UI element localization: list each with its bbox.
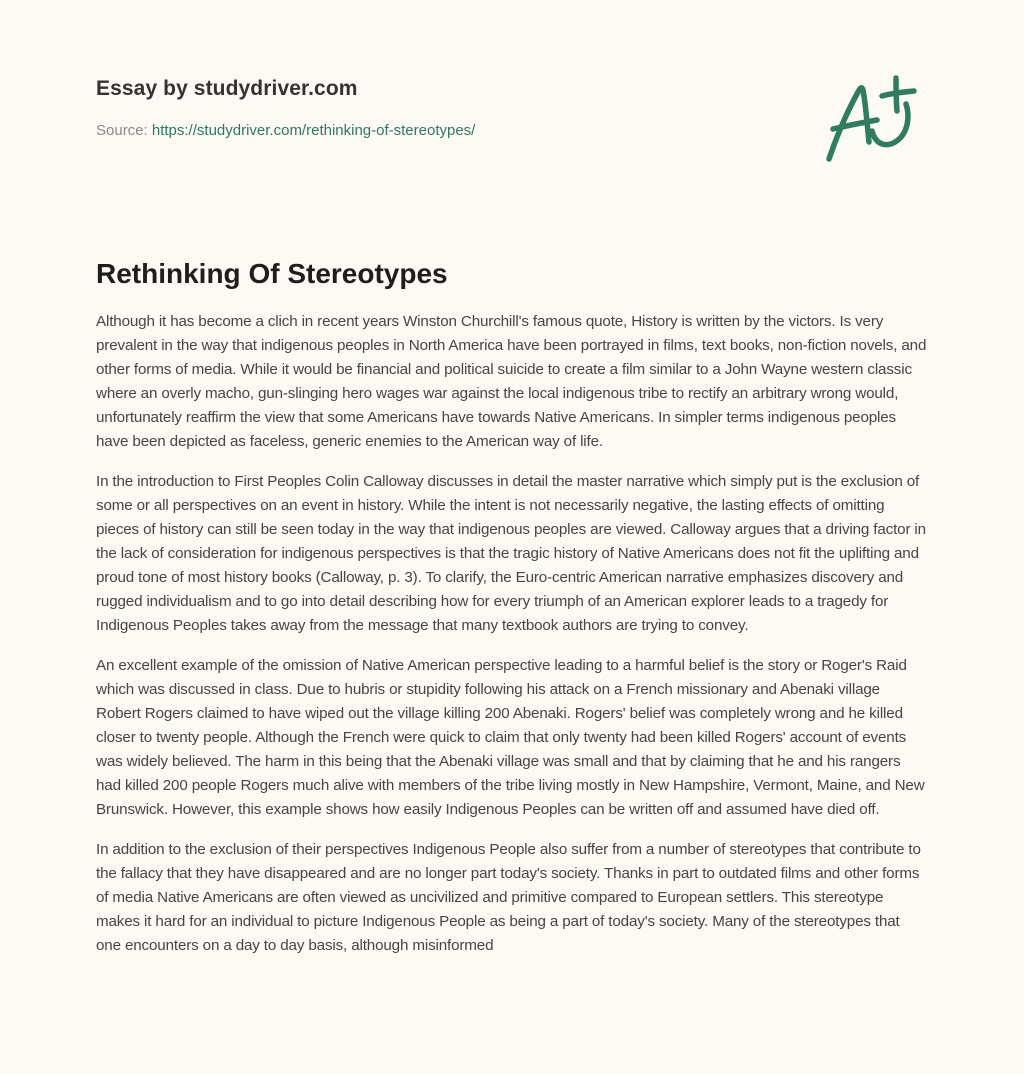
essay-title: Rethinking Of Stereotypes: [96, 258, 448, 289]
source-label: Source:: [96, 122, 148, 139]
essay-article: [96, 254, 928, 974]
source-link[interactable]: https://studydriver.com/rethinking-of-stereotypes/: [151, 122, 476, 139]
page-header: [96, 74, 928, 141]
essay-paragraph: In addition to the exclusion of their perspectives Indigenous People also suffer from a number of stereotypes that contribute to the fallacy that they have disappeared and are no longer part today's society. Thanks in part to outdated films and other forms of media Native Americans are often viewed as uncivilized and primitive compared to European settlers. This stereotype makes it hard for an individual to picture Indigenous People as being a part of today's society. Many of the stereotypes that one encounters on a day to day basis, although misinformed: [96, 841, 921, 954]
essay-paragraph: Although it has become a clich in recent years Winston Churchill's famous quote, History is written by the victors. Is very prevalent in the way that indigenous peoples in North America have been portrayed in films, text books, non-fiction novels, and other forms of media. While it would be financial and political suicide to create a film similar to a John Wayne western classic where an overly macho, gun-slinging hero wages war against the local indigenous tribe to rectify an arbitrary wrong would, unfortunately reaffirm the view that some Americans have towards Native Americans. In simpler terms indigenous peoples have been depicted as faceless, generic enemies to the American way of life.: [96, 313, 927, 450]
site-title: Essay by studydriver.com: [96, 77, 358, 100]
essay-paragraph: In the introduction to First Peoples Colin Calloway discusses in detail the master narrative which simply put is the exclusion of some or all perspectives on an event in history. While the intent is not necessarily negative, the lasting effects of omitting pieces of history can still be seen today in the way that indigenous peoples are viewed. Calloway argues that a driving factor in the lack of consideration for indigenous perspectives is that the tragic history of Native Americans does not fit the uplifting and proud tone of most history books (Calloway, p. 3). To clarify, the Euro-centric American narrative emphasizes discovery and rugged individualism and to go into detail describing how for every triumph of an American explorer leads to a tragedy for Indigenous Peoples takes away from the message that many textbook authors are trying to convey.: [96, 473, 926, 634]
essay-paragraph: An excellent example of the omission of Native American perspective leading to a harmful belief is the story or Roger's Raid which was discussed in class. Due to hubris or stupidity following his attack on a French missionary and Abenaki village Robert Rogers claimed to have wiped out the village killing 200 Abenaki. Rogers' belief was completely wrong and he killed closer to twenty people. Although the French were quick to claim that only twenty had been killed Rogers' account of events was widely believed. The harm in this being that the Abenaki village was small and that by claiming that he and his rangers had killed 200 people Rogers much alive with members of the tribe living mostly in New Hampshire, Vermont, Maine, and New Brunswick. However, this example shows how easily Indigenous Peoples can be written off and assumed have died off.: [96, 657, 925, 818]
source-line: [96, 121, 928, 141]
a-plus-grade-icon: [822, 66, 928, 166]
essay-body: [96, 310, 928, 958]
